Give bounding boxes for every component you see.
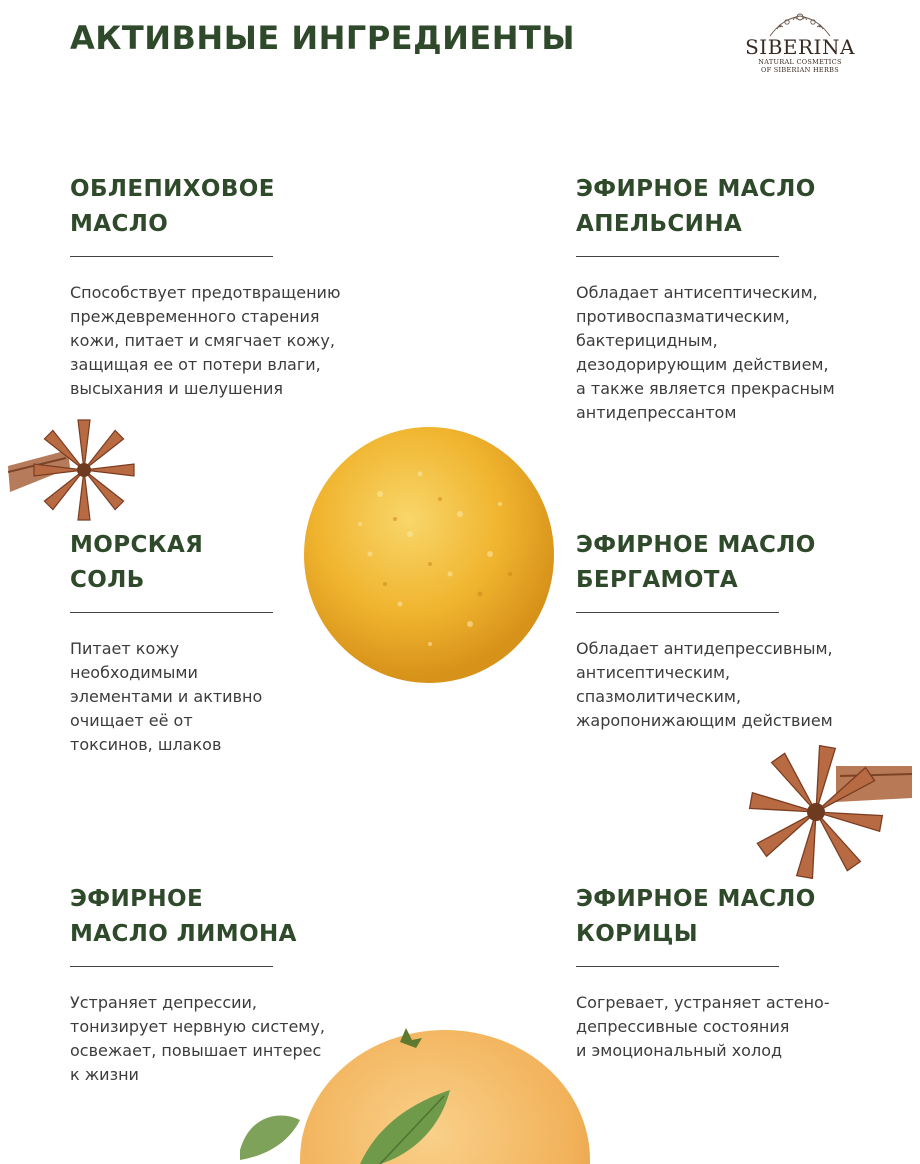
divider <box>70 256 273 257</box>
divider <box>576 612 779 613</box>
page-title: АКТИВНЫЕ ИНГРЕДИЕНТЫ <box>70 19 576 57</box>
ingredient-description: Способствует предотвращению преждевременного старения кожи, питает и смягчает кожу, защищая ее от потери влаги, высыхания и шелушения <box>70 283 341 398</box>
ingredient-bergamot-oil <box>576 528 876 733</box>
ingredient-title: МОРСКАЯ СОЛЬ <box>70 532 204 593</box>
ingredient-description: Устраняет депрессии, тонизирует нервную систему, освежает, повышает интерес к жизни <box>70 993 325 1084</box>
divider <box>576 966 779 967</box>
ingredient-title: ЭФИРНОЕ МАСЛО АПЕЛЬСИНА <box>576 176 816 237</box>
brand-tagline-1: NATURAL COSMETICS <box>758 58 842 66</box>
ingredient-orange-oil <box>576 172 876 425</box>
divider <box>70 612 273 613</box>
ingredient-title: ЭФИРНОЕ МАСЛО ЛИМОНА <box>70 886 297 947</box>
ingredient-title: ЭФИРНОЕ МАСЛО КОРИЦЫ <box>576 886 816 947</box>
ingredient-description: Обладает антидепрессивным, антисептическим, спазмолитическим, жаропонижающим действием <box>576 639 833 730</box>
ingredient-description: Питает кожу необходимыми элементами и активно очищает её от токсинов, шлаков <box>70 639 263 754</box>
brand-name: SIBERINA <box>745 35 855 59</box>
ingredient-cinnamon-oil <box>576 882 876 1063</box>
brand-tagline-2: OF SIBERIAN HERBS <box>761 66 839 74</box>
divider <box>576 256 779 257</box>
ingredient-sea-salt <box>70 528 370 757</box>
brand-logo <box>744 12 856 84</box>
ingredient-description: Обладает антисептическим, противоспазматическим, бактерицидным, дезодорирующим действием, а также является прекрасным антидепрессантом <box>576 283 835 422</box>
star-anise-icon <box>8 408 148 524</box>
ingredient-description: Согревает, устраняет астено- депрессивные состояния и эмоциональный холод <box>576 993 830 1060</box>
ingredient-title: ОБЛЕПИХОВОЕ МАСЛО <box>70 176 275 237</box>
ingredient-lemon-oil <box>70 882 370 1087</box>
ingredient-sea-buckthorn <box>70 172 370 401</box>
ingredient-title: ЭФИРНОЕ МАСЛО БЕРГАМОТА <box>576 532 816 593</box>
star-anise-icon <box>736 736 912 886</box>
divider <box>70 966 273 967</box>
